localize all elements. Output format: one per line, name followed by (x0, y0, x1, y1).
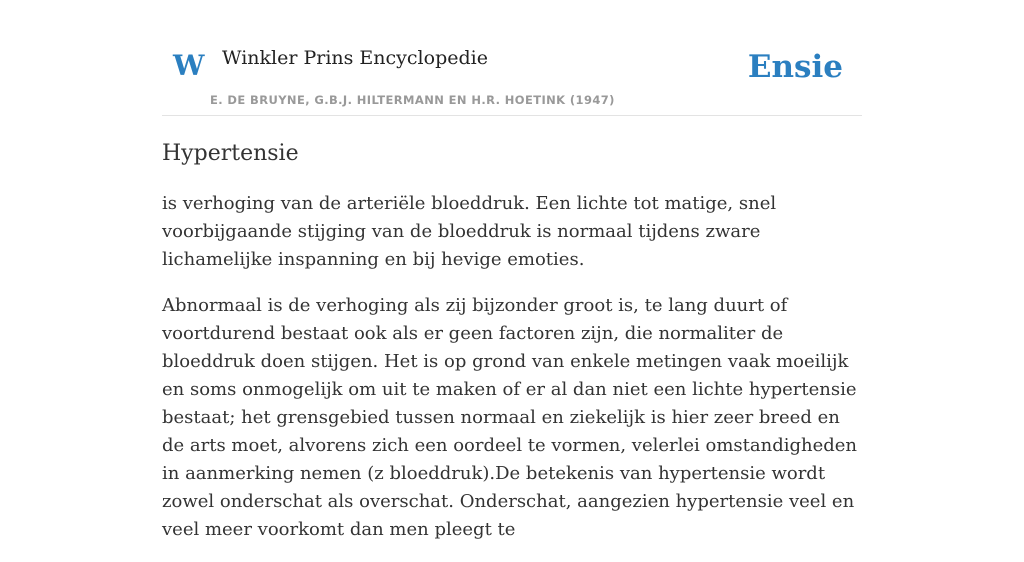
source-authors: E. DE BRUYNE, G.B.J. HILTERMANN EN H.R. HOETINK (1947) (210, 93, 615, 107)
article-title: Hypertensie (162, 141, 299, 166)
winkler-prins-logo[interactable]: W (173, 49, 205, 82)
site-header (162, 0, 862, 116)
ensie-brand-logo[interactable]: Ensie (747, 49, 843, 85)
article-paragraph: is verhoging van de arteriële bloeddruk. Een lichte tot matige, snel voorbijgaande stijging van de bloeddruk is normaal tijdens zware lichamelijke inspanning en bij hevige emoties. (162, 192, 777, 270)
article-paragraph: Abnormaal is de verhoging als zij bijzonder groot is, te lang duurt of voortdurend bestaat ook als er geen factoren zijn, die normaliter de bloeddruk doen stijgen. Het is op grond van enkele metingen vaak moeilijk en soms onmogelijk om uit te maken of er al dan niet een lichte hypertensie bestaat; het grensgebied tussen normaal en ziekelijk is hier zeer breed en de arts moet, alvorens zich een oordeel te vormen, velerlei omstandigheden in aanmerking nemen (z bloeddruk).De betekenis van hypertensie wordt zowel onderschat als overschat. Onderschat, aangezien hypertensie veel en veel meer voorkomt dan men pleegt te (162, 294, 858, 540)
article-body (162, 138, 862, 562)
source-title[interactable]: Winkler Prins Encyclopedie (222, 47, 488, 69)
